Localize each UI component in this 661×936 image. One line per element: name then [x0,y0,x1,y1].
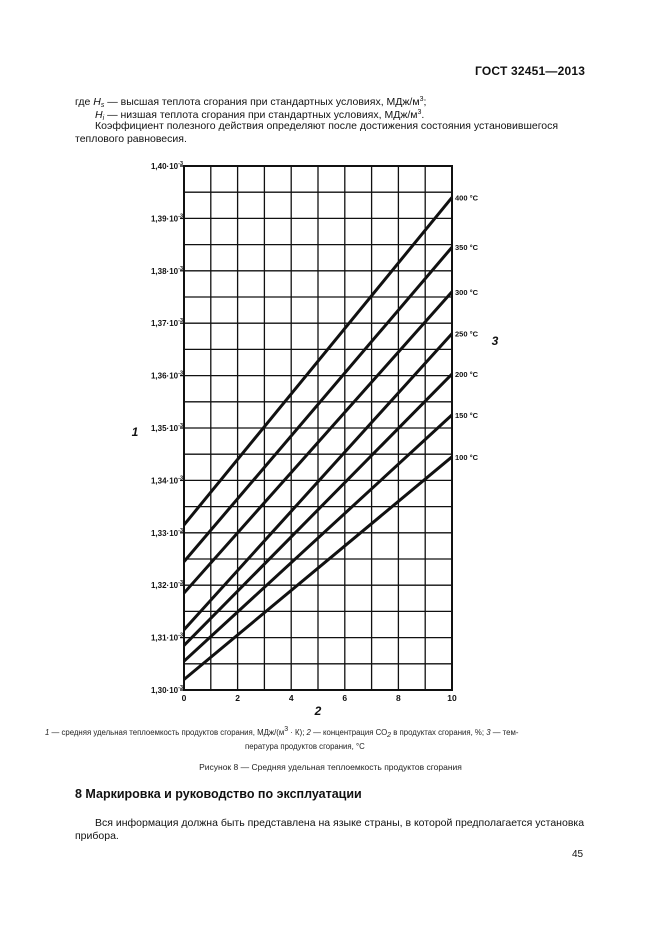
y-tick-label: $1,39\cdot 10^{-3}$ [150,213,183,224]
caption-2-number: 2 [306,728,311,737]
y-tick-exponent: -3 [178,685,183,691]
x-tick-label: 2 [235,693,240,703]
standard-number: ГОСТ 32451—2013 [475,64,586,78]
caption-1-power: 3 [284,726,289,733]
efficiency-text-2: теплового равновесия. [75,133,187,145]
hi-symbol: H [95,109,103,121]
y-tick-label: $1,32\cdot 10^{-3}$ [150,580,183,591]
series-label: 250 °C [455,329,479,339]
section-body-1: Вся информация должна быть представлена на языке страны, в которой предполагается установка [95,817,585,829]
efficiency-text-1: Коэффициент полезного действия определяют после достижения состояния установившегося [95,120,559,132]
y-axis-label: 1 [131,425,139,439]
caption-2-end: в продуктах сгорания, %; [393,728,485,737]
caption-3-number: 3 [486,728,491,737]
section-heading: 8 Маркировка и руководство по эксплуатации [75,787,362,801]
caption-1-end: · К); [290,728,305,737]
x-tick-label: 0 [181,693,187,703]
caption-3-text: — тем- [492,728,519,737]
y-tick-exponent: -3 [178,213,183,220]
y-tick-exponent: -3 [178,632,183,639]
section-body-2: прибора. [75,830,119,842]
series-label-marker: 3 [491,334,499,348]
y-tick-exponent: -3 [178,423,183,429]
hi-subscript: i [102,115,105,122]
hi-unit-power: 3 [417,109,422,116]
hs-unit-power: 3 [419,96,424,103]
y-tick-exponent: -3 [178,370,183,377]
series-label: 100 °C [455,452,479,462]
caption-2-subscript: 2 [387,732,392,739]
y-tick-label: $1,37\cdot 10^{-3}$ [150,318,183,329]
y-tick-exponent: -3 [178,527,183,534]
y-tick-exponent: -3 [178,265,183,272]
y-tick-label: $1,38\cdot 10^{-3}$ [150,265,183,276]
hs-subscript: s [100,102,105,109]
caption-3-continuation: пература продуктов сгорания, °С [245,742,365,751]
x-axis-label: 2 [314,704,322,718]
y-tick-label: $1,33\cdot 10^{-3}$ [150,527,183,538]
y-tick-label: $1,30\cdot 10^{-3}$ [150,685,183,695]
page-number: 45 [572,849,584,860]
y-tick-label: $1,31\cdot 10^{-3}$ [150,632,183,643]
hi-end: . [421,109,425,121]
y-tick-exponent: -3 [178,475,183,482]
y-tick-label: $1,40\cdot 10^{-3}$ [150,161,183,171]
y-tick-exponent: -3 [178,161,183,167]
figure-caption [45,724,590,752]
series-label: 200 °C [455,370,479,380]
x-tick-label: 4 [288,693,294,703]
y-tick-label: $1,35\cdot 10^{-3}$ [150,423,183,433]
hs-symbol: H [93,96,101,108]
y-tick-exponent: -3 [178,318,183,325]
hs-end: ; [423,96,427,108]
series-label: 350 °C [455,243,479,253]
x-tick-label: 6 [342,693,348,703]
x-tick-label: 10 [447,693,457,703]
hi-text: — низшая теплота сгорания при стандартных условиях, МДж/м [107,109,418,121]
y-tick-label: $1,36\cdot 10^{-3}$ [150,370,183,381]
caption-1-number: 1 [45,728,50,737]
y-tick-exponent: -3 [178,580,183,587]
where-prefix: где [75,96,91,108]
y-tick-label: $1,34\cdot 10^{-3}$ [150,475,183,486]
series-label: 150 °C [455,410,479,420]
caption-1-text: — средняя удельная теплоемкость продуктов сгорания, МДж/(м [51,728,285,737]
series-label: 400 °C [455,193,479,203]
caption-2-text: — концентрация СО [313,728,388,737]
x-tick-label: 8 [396,693,401,703]
figure-title: Рисунок 8 — Средняя удельная теплоемкость продуктов сгорания [199,762,462,772]
hs-text: — высшая теплота сгорания при стандартных условиях, МДж/м [107,96,420,108]
series-label: 300 °C [455,287,479,297]
